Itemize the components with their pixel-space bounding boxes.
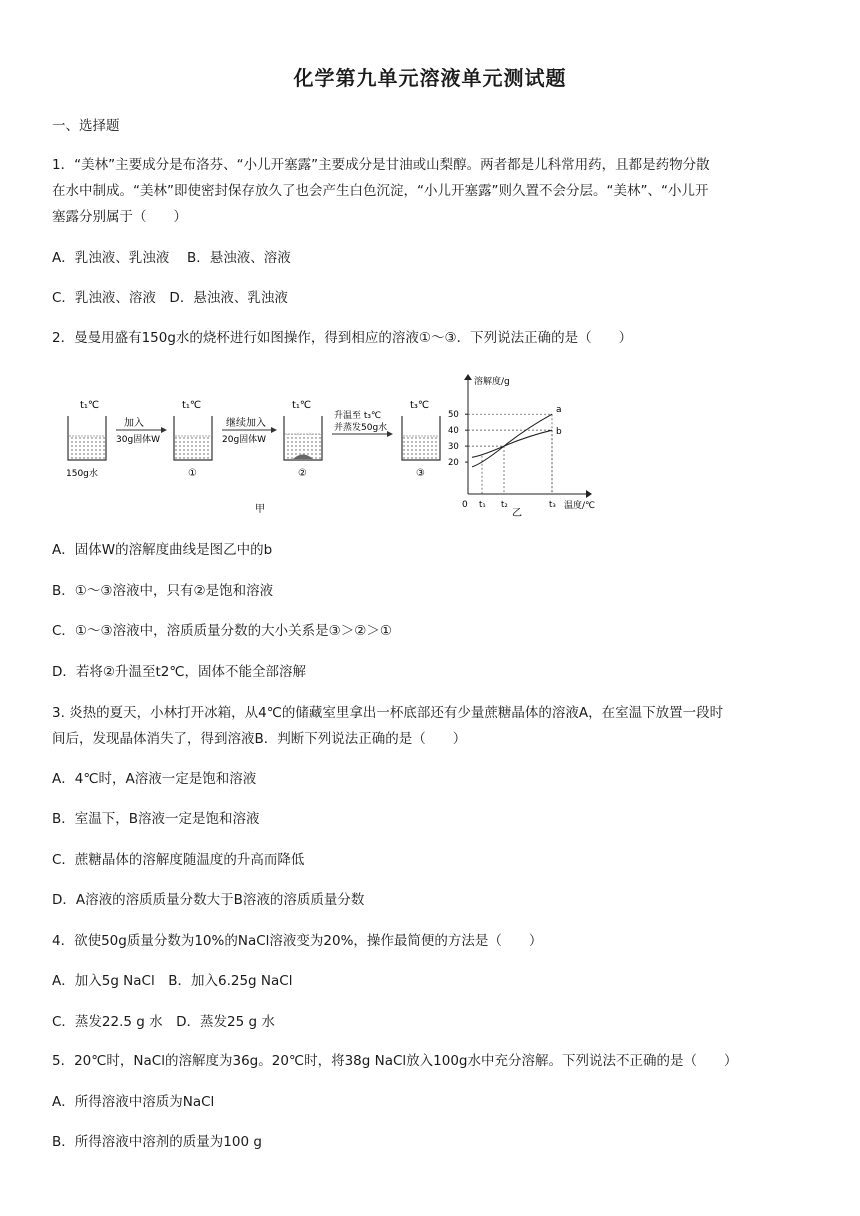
question-2-stem: 2．曼曼用盛有150g水的烧杯进行如图操作，得到相应的溶液①～③．下列说法正确的是（ ） — [52, 330, 633, 346]
question-4-stem: 4．欲使50g质量分数为10%的NaCl溶液变为20%，操作最简便的方法是（ ） — [52, 933, 543, 949]
arrow-step-3 — [332, 409, 392, 434]
question-2-option-b: B．①～③溶液中，只有②是饱和溶液 — [52, 583, 274, 599]
question-1-line-1: 1．“美林”主要成分是布洛芬、“小儿开塞露”主要成分是甘油或山梨醇。两者都是儿科常用药，且都是药物分散 — [52, 157, 710, 173]
x-tick-label: t₁ — [479, 500, 486, 510]
question-1-line-3: 塞露分别属于（ ） — [52, 209, 187, 225]
arrow-2-top: 继续加入 — [226, 418, 266, 429]
beaker-0-temp: t₁℃ — [80, 400, 100, 411]
question-5-option-a: A．所得溶液中溶质为NaCl — [52, 1094, 215, 1110]
question-2-option-a: A．固体W的溶解度曲线是图乙中的b — [52, 542, 273, 558]
question-3-line-2: 间后，发现晶体消失了，得到溶液B．判断下列说法正确的是（ ） — [52, 731, 467, 747]
beaker-0 — [66, 400, 106, 479]
x-tick-label: t₂ — [501, 500, 508, 510]
series-b-label: b — [556, 427, 562, 438]
question-4-options-cd: C．蒸发22.5 g 水 D．蒸发25 g 水 — [52, 1014, 275, 1030]
beaker-1-temp: t₁℃ — [182, 400, 202, 411]
chart-origin-label: 0 — [462, 500, 468, 510]
question-5-stem: 5．20℃时，NaCl的溶解度为36g。20℃时，将38g NaCl放入100g水中充分溶解。下列说法不正确的是（ ） — [52, 1053, 738, 1069]
arrow-2-bottom: 20g固体W — [222, 435, 267, 445]
beaker-1 — [174, 400, 212, 479]
beaker-2 — [284, 400, 322, 479]
y-tick-label: 40 — [448, 426, 459, 437]
question-3-option-c: C．蔗糖晶体的溶解度随温度的升高而降低 — [52, 852, 305, 868]
question-1-options-ab: A．乳浊液、乳浊液 B．悬浊液、溶液 — [52, 250, 291, 266]
figure-yi-caption: 乙 — [512, 508, 522, 519]
chart-axes — [464, 374, 592, 498]
question-5-option-b: B．所得溶液中溶剂的质量为100 g — [52, 1134, 262, 1150]
beaker-3-label: ③ — [416, 468, 425, 479]
question-2-option-c: C．①～③溶液中，溶质质量分数的大小关系是③＞②＞① — [52, 623, 392, 639]
question-3-option-a: A．4℃时，A溶液一定是饱和溶液 — [52, 771, 257, 787]
question-3-line-1: 3. 炎热的夏天，小林打开冰箱，从4℃的储藏室里拿出一杯底部还有少量蔗糖晶体的溶液A，在室温下放置一段时 — [52, 705, 724, 721]
chart-y-label: 溶解度/g — [474, 377, 510, 387]
arrow-step-1 — [116, 416, 166, 445]
beaker-3 — [402, 400, 440, 479]
figure-jia-caption: 甲 — [255, 504, 265, 515]
y-tick-label: 20 — [448, 458, 459, 469]
beaker-2-temp: t₁℃ — [292, 400, 312, 411]
figure-yi-solubility-chart — [444, 370, 614, 520]
x-tick-label: t₃ — [549, 500, 556, 510]
beaker-0-label: 150g水 — [66, 469, 98, 479]
question-4-options-ab: A．加入5g NaCl B．加入6.25g NaCl — [52, 973, 293, 989]
arrow-3-top: 升温至 t₃℃ — [334, 411, 382, 421]
arrow-1-top: 加入 — [124, 418, 144, 429]
arrow-step-2 — [222, 416, 276, 445]
beaker-3-temp: t₃℃ — [410, 400, 430, 411]
chart-x-label: 温度/℃ — [564, 501, 596, 511]
question-2-option-d: D．若将②升温至t2℃，固体不能全部溶解 — [52, 664, 307, 680]
y-tick-label: 50 — [448, 410, 459, 421]
question-3-option-d: D．A溶液的溶质质量分数大于B溶液的溶质质量分数 — [52, 892, 365, 908]
section-heading: 一、选择题 — [52, 118, 120, 134]
beaker-1-label: ① — [188, 468, 197, 479]
series-b-curve — [472, 430, 552, 457]
question-3-option-b: B．室温下，B溶液一定是饱和溶液 — [52, 811, 260, 827]
beaker-2-label: ② — [298, 468, 307, 479]
question-1-line-2: 在水中制成。“美林”即使密封保存放久了也会产生白色沉淀，“小儿开塞露”则久置不会分层。“美林”、“小儿开 — [52, 183, 709, 199]
arrow-1-bottom: 30g固体W — [116, 435, 161, 445]
y-tick-label: 30 — [448, 442, 459, 453]
series-a-curve — [472, 414, 552, 467]
arrow-3-bottom: 并蒸发50g水 — [334, 423, 388, 433]
question-1-options-cd: C．乳浊液、溶液 D．悬浊液、乳浊液 — [52, 290, 288, 306]
page-title: 化学第九单元溶液单元测试题 — [293, 66, 567, 90]
series-a-label: a — [556, 405, 562, 416]
